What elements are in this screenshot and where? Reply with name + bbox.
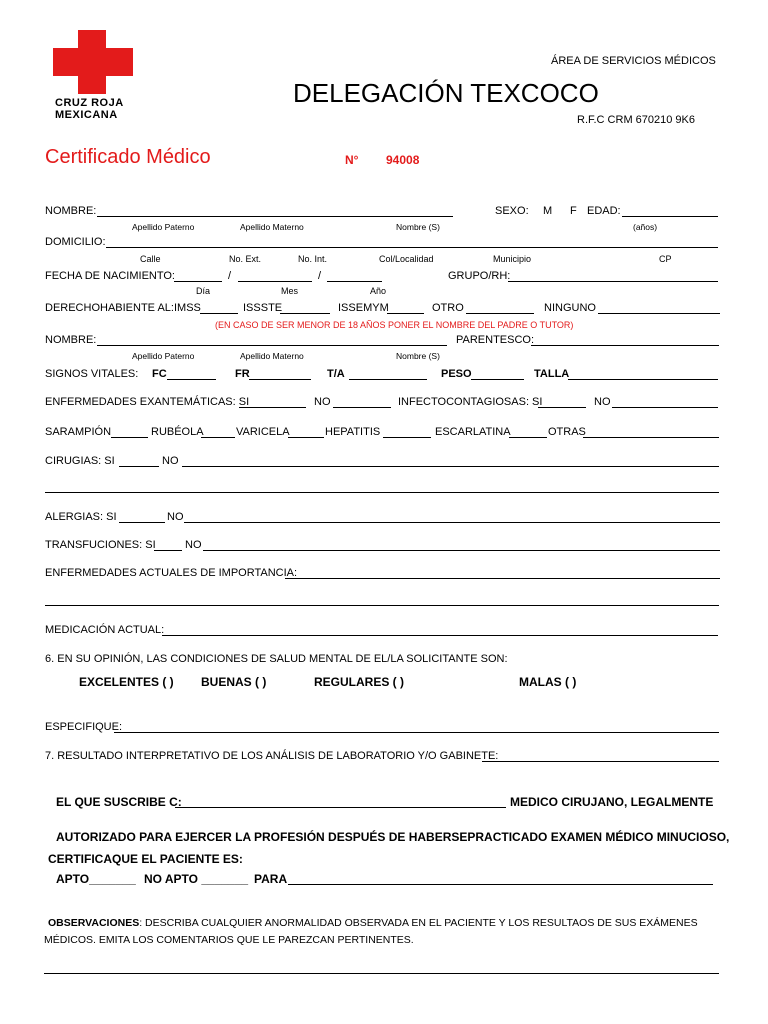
issste-field[interactable] xyxy=(280,313,330,314)
rubeola-label: RUBÉOLA xyxy=(151,426,204,438)
excelentes-option[interactable]: EXCELENTES ( ) xyxy=(79,675,174,689)
especifique-field[interactable] xyxy=(114,732,719,733)
folio-number: 94008 xyxy=(386,153,420,167)
issemym-label: ISSEMYM xyxy=(338,302,389,314)
apto-option[interactable]: APTO_______ xyxy=(56,872,136,886)
parentesco-label: PARENTESCO: xyxy=(456,334,535,346)
exantematicas-no-field[interactable] xyxy=(333,407,391,408)
suscribe-field[interactable] xyxy=(175,807,506,808)
otras-field[interactable] xyxy=(583,437,719,438)
tutor-apellido-paterno-hint: Apellido Paterno xyxy=(132,351,195,361)
domicilio-label: DOMICILIO: xyxy=(45,236,106,248)
transfusiones-no-label: NO xyxy=(185,539,202,551)
buenas-option[interactable]: BUENAS ( ) xyxy=(201,675,267,689)
exantematicas-no-label: NO xyxy=(314,396,331,408)
certifica-text: CERTIFICAQUE EL PACIENTE ES: xyxy=(48,852,243,866)
col-hint: Col/Localidad xyxy=(379,254,434,264)
ta-field[interactable] xyxy=(349,379,427,380)
org-name-line1: CRUZ ROJA xyxy=(55,97,124,109)
infecto-si-field[interactable] xyxy=(538,407,586,408)
slash-1: / xyxy=(228,270,232,282)
rubeola-field[interactable] xyxy=(201,437,235,438)
alergias-si-field[interactable] xyxy=(119,522,165,523)
medico-cirujano-text: MEDICO CIRUJANO, LEGALMENTE xyxy=(510,795,714,809)
infecto-no-label: NO xyxy=(594,396,611,408)
observaciones-label: OBSERVACIONES xyxy=(48,917,140,929)
cp-hint: CP xyxy=(659,254,672,264)
grupo-rh-label: GRUPO/RH: xyxy=(448,270,511,282)
q6-label: 6. EN SU OPINIÓN, LAS CONDICIONES DE SALUD MENTAL DE EL/LA SOLICITANTE SON: xyxy=(45,653,508,665)
peso-label: PESO xyxy=(441,368,472,380)
para-field[interactable] xyxy=(288,884,713,885)
cirugias-no-field[interactable] xyxy=(182,466,719,467)
observaciones-instructions-1: : DESCRIBA CUALQUIER ANORMALIDAD OBSERVADA EN EL PACIENTE Y LOS RESULTAOS DE SUS EXÁMENES xyxy=(139,917,698,929)
varicela-field[interactable] xyxy=(288,437,324,438)
rfc-label: R.F.C CRM 670210 9K6 xyxy=(577,114,695,126)
enfermedades-actuales-field[interactable] xyxy=(285,578,720,579)
transfusiones-si-field[interactable] xyxy=(154,550,182,551)
ano-hint: Año xyxy=(370,286,387,296)
fc-field[interactable] xyxy=(167,379,216,380)
hepatitis-label: HEPATITIS xyxy=(325,426,381,438)
cirugias-extra-line[interactable] xyxy=(45,492,719,493)
nombre-field[interactable] xyxy=(97,216,453,217)
escarlatina-label: ESCARLATINA xyxy=(435,426,511,438)
exantematicas-si-field[interactable] xyxy=(239,407,306,408)
q7-field[interactable] xyxy=(482,761,719,762)
ta-label: T/A xyxy=(327,368,345,380)
talla-label: TALLA xyxy=(534,368,570,380)
dia-field[interactable] xyxy=(174,281,222,282)
signos-vitales-label: SIGNOS VITALES: xyxy=(45,368,139,380)
ninguno-label: NINGUNO xyxy=(544,302,596,314)
org-name-line2: MEXICANA xyxy=(55,109,118,121)
transfusiones-no-field[interactable] xyxy=(203,550,720,551)
para-label: PARA xyxy=(254,872,288,886)
fr-label: FR xyxy=(235,368,250,380)
regulares-option[interactable]: REGULARES ( ) xyxy=(314,675,404,689)
menor-note: (EN CASO DE SER MENOR DE 18 AÑOS PONER EL NOMBRE DEL PADRE O TUTOR) xyxy=(215,320,574,330)
nombre-tutor-label: NOMBRE: xyxy=(45,334,97,346)
document-title: Certificado Médico xyxy=(45,146,211,168)
peso-field[interactable] xyxy=(471,379,524,380)
hepatitis-field[interactable] xyxy=(383,437,431,438)
cirugias-label: CIRUGIAS: SI xyxy=(45,455,115,467)
ninguno-field[interactable] xyxy=(598,313,720,314)
apellido-paterno-hint: Apellido Paterno xyxy=(132,222,195,232)
infectocontagiosas-label: INFECTOCONTAGIOSAS: SI xyxy=(398,396,543,408)
medicacion-field[interactable] xyxy=(162,635,718,636)
dia-hint: Día xyxy=(196,286,211,296)
imss-label: IMSS xyxy=(174,302,201,314)
parentesco-field[interactable] xyxy=(531,345,719,346)
area-label: ÁREA DE SERVICIOS MÉDICOS xyxy=(551,55,716,67)
otro-label: OTRO xyxy=(432,302,464,314)
varicela-label: VARICELA xyxy=(236,426,290,438)
no-apto-option[interactable]: NO APTO _______ xyxy=(144,872,249,886)
sexo-f-option[interactable]: F xyxy=(570,205,577,217)
medicacion-label: MEDICACIÓN ACTUAL: xyxy=(45,624,165,636)
edad-field[interactable] xyxy=(622,216,718,217)
escarlatina-field[interactable] xyxy=(509,437,547,438)
no-ext-hint: No. Ext. xyxy=(229,254,262,264)
calle-hint: Calle xyxy=(140,254,161,264)
issemym-field[interactable] xyxy=(387,313,424,314)
infecto-no-field[interactable] xyxy=(612,407,718,408)
nombre-label: NOMBRE: xyxy=(45,205,97,217)
folio-label: N° xyxy=(345,153,359,167)
slash-2: / xyxy=(318,270,322,282)
nombres-hint: Nombre (S) xyxy=(396,222,440,232)
municipio-hint: Municipio xyxy=(493,254,532,264)
enfermedades-actuales-extra-line[interactable] xyxy=(45,605,719,606)
autorizado-text: AUTORIZADO PARA EJERCER LA PROFESIÓN DESPUÉS DE HABERSEPRACTICADO EXAMEN MÉDICO MINUCIOSO, xyxy=(56,830,730,844)
observaciones-field[interactable] xyxy=(44,973,719,974)
cirugias-no-label: NO xyxy=(162,455,179,467)
fc-label: FC xyxy=(152,368,167,380)
sexo-m-option[interactable]: M xyxy=(543,205,553,217)
fr-field[interactable] xyxy=(249,379,311,380)
no-int-hint: No. Int. xyxy=(298,254,328,264)
nombre-tutor-field[interactable] xyxy=(97,345,447,346)
imss-field[interactable] xyxy=(200,313,238,314)
especifique-label: ESPECIFIQUE: xyxy=(45,721,123,733)
sexo-label: SEXO: xyxy=(495,205,529,217)
edad-label: EDAD: xyxy=(587,205,621,217)
tutor-nombres-hint: Nombre (S) xyxy=(396,351,440,361)
domicilio-field[interactable] xyxy=(106,247,718,248)
otro-field[interactable] xyxy=(466,313,534,314)
observaciones-text xyxy=(48,917,698,929)
tutor-apellido-materno-hint: Apellido Materno xyxy=(240,351,304,361)
ano-field[interactable] xyxy=(327,281,382,282)
exantematicas-label: ENFERMEDADES EXANTEMÁTICAS: SI xyxy=(45,396,250,408)
otras-label: OTRAS xyxy=(548,426,586,438)
mes-hint: Mes xyxy=(281,286,299,296)
apellido-materno-hint: Apellido Materno xyxy=(240,222,304,232)
anos-hint: (años) xyxy=(633,222,658,232)
transfusiones-label: TRANSFUCIONES: SI xyxy=(45,539,156,551)
issste-label: ISSSTE xyxy=(243,302,283,314)
grupo-rh-field[interactable] xyxy=(508,281,718,282)
alergias-no-label: NO xyxy=(167,511,184,523)
cirugias-si-field[interactable] xyxy=(119,466,159,467)
malas-option[interactable]: MALAS ( ) xyxy=(519,675,577,689)
sarampion-label: SARAMPIÓN xyxy=(45,426,112,438)
sarampion-field[interactable] xyxy=(111,437,148,438)
mes-field[interactable] xyxy=(238,281,312,282)
talla-field[interactable] xyxy=(568,379,718,380)
suscribe-label: EL QUE SUSCRIBE C: xyxy=(56,795,182,809)
fecha-nacimiento-label: FECHA DE NACIMIENTO: xyxy=(45,270,175,282)
observaciones-instructions-2: MÉDICOS. EMITA LOS COMENTARIOS QUE LE PAREZCAN PERTINENTES. xyxy=(44,934,414,946)
alergias-no-field[interactable] xyxy=(184,522,720,523)
enfermedades-actuales-label: ENFERMEDADES ACTUALES DE IMPORTANCIA: xyxy=(45,567,298,579)
alergias-label: ALERGIAS: SI xyxy=(45,511,117,523)
q7-label: 7. RESULTADO INTERPRETATIVO DE LOS ANÁLISIS DE LABORATORIO Y/O GABINETE: xyxy=(45,750,499,762)
delegation-title: DELEGACIÓN TEXCOCO xyxy=(293,78,599,108)
derechohabiente-label: DERECHOHABIENTE AL: xyxy=(45,302,174,314)
